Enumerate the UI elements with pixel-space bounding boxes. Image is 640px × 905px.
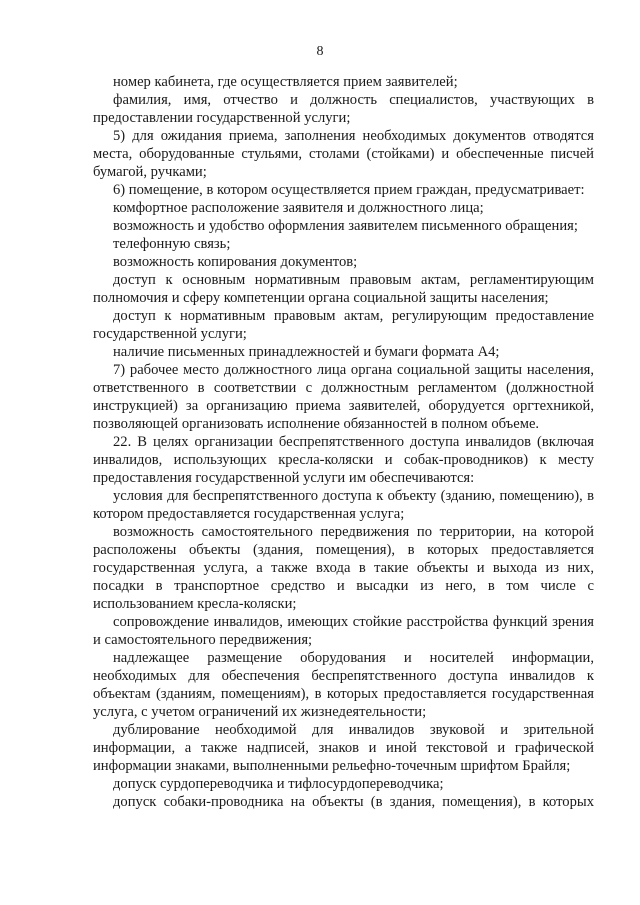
- paragraph: комфортное расположение заявителя и должностного лица;: [113, 200, 484, 216]
- paragraph: надлежащее размещение оборудования и носителей информации, необходимых для обеспечения беспрепятственного доступа инвалидов к объектам (зданиям, помещениям), в которых предоставляется государственная услуга, с учетом ограничений их жизнедеятельности;: [93, 650, 594, 720]
- paragraph: 5) для ожидания приема, заполнения необходимых документов отводятся места, оборудованные стульями, столами (стойками) и обеспеченные писчей бумагой, ручками;: [93, 128, 594, 180]
- paragraph: сопровождение инвалидов, имеющих стойкие расстройства функций зрения и самостоятельного передвижения;: [93, 614, 594, 648]
- paragraph: доступ к нормативным правовым актам, регулирующим предоставление государственной услуги;: [93, 308, 594, 342]
- paragraph: допуск собаки-проводника на объекты (в здания, помещения), в которых: [113, 794, 594, 810]
- paragraph: 7) рабочее место должностного лица органа социальной защиты населения, ответственного в соответствии с должностным регламентом (должностной инструкцией) за организацию приема заявителей, оборудуется оргтехникой, позволяющей организовать исполнение обязанностей в полном объеме.: [93, 362, 594, 432]
- paragraph: 6) помещение, в котором осуществляется прием граждан, предусматривает:: [113, 182, 585, 198]
- paragraph: допуск сурдопереводчика и тифлосурдопереводчика;: [113, 776, 444, 792]
- paragraph: телефонную связь;: [113, 236, 231, 252]
- paragraph: наличие письменных принадлежностей и бумаги формата А4;: [113, 344, 500, 360]
- paragraph: возможность самостоятельного передвижения по территории, на которой расположены объекты (здания, помещения), в которых предоставляется государственная услуга, а также входа в такие объекты и выхода из них, посадки в транспортное средство и высадки из него, в том числе с использованием кресла-коляски;: [93, 524, 594, 612]
- paragraph: номер кабинета, где осуществляется прием заявителей;: [113, 74, 458, 90]
- document-body: [93, 73, 594, 811]
- paragraph: возможность копирования документов;: [113, 254, 358, 270]
- paragraph: дублирование необходимой для инвалидов звуковой и зрительной информации, а также надписей, знаков и иной текстовой и графической информации знаками, выполненными рельефно-точечным шрифтом Брайля;: [93, 722, 594, 774]
- paragraph: доступ к основным нормативным правовым актам, регламентирующим полномочия и сферу компетенции органа социальной защиты населения;: [93, 272, 594, 306]
- paragraph: 22. В целях организации беспрепятственного доступа инвалидов (включая инвалидов, использующих кресла-коляски и собак-проводников) к месту предоставления государственной услуги им обеспечиваются:: [93, 434, 594, 486]
- paragraph: условия для беспрепятственного доступа к объекту (зданию, помещению), в котором предоставляется государственная услуга;: [93, 488, 594, 522]
- paragraph: фамилия, имя, отчество и должность специалистов, участвующих в предоставлении государственной услуги;: [93, 92, 594, 126]
- paragraph: возможность и удобство оформления заявителем письменного обращения;: [113, 218, 578, 234]
- page-number: 8: [316, 44, 324, 59]
